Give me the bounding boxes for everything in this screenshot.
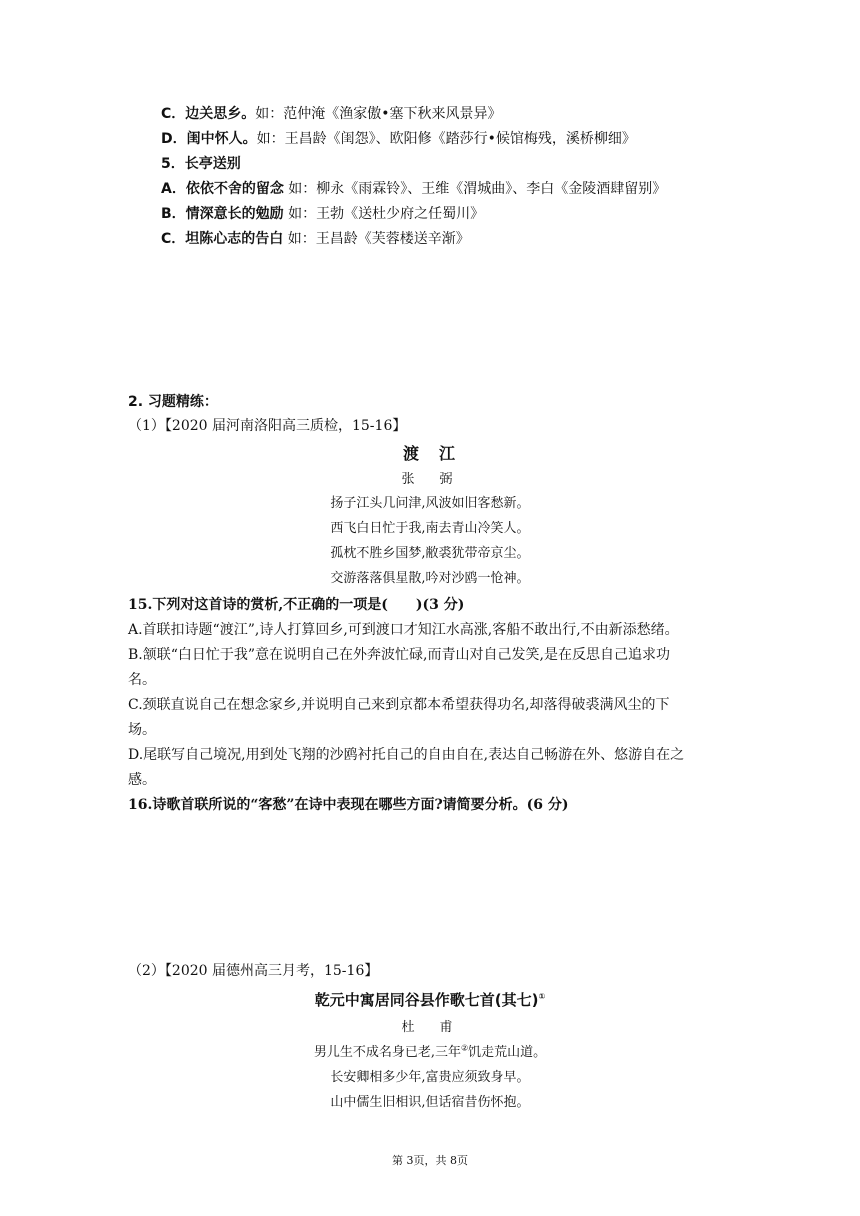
option-c-line-2: 场。 — [128, 722, 156, 738]
exercise2-line-note: ② — [460, 1043, 469, 1053]
type-d-line — [161, 129, 636, 149]
exercise2-poem-line-1 — [0, 1043, 860, 1063]
question-15: 15.下列对这首诗的赏析,不正确的一项是( )(3 分) — [128, 597, 465, 613]
exercise1-poem-line-2: 西飞白日忙于我,南去青山冷笑人。 — [330, 521, 530, 536]
option-d-line-1: D.尾联写自己境况,用到处飞翔的沙鸥衬托自己的自由自在,表达自己畅游在外、悠游自在之 — [128, 747, 685, 763]
type-c-text: 如：范仲淹《渔家傲•塞下秋来风景异》 — [255, 106, 502, 122]
question-16: 16.诗歌首联所说的“客愁”在诗中表现在哪些方面?请简要分析。(6 分) — [128, 797, 569, 813]
exercise2-title-note: ① — [538, 992, 546, 1001]
section5-item-b-label: B．情深意长的勉励 — [161, 206, 284, 222]
exercise2-poem-line-2: 长安卿相多少年,富贵应须致身早。 — [330, 1070, 530, 1085]
exercise2-poem-line-1-a: 男儿生不成名身已老,三年 — [313, 1045, 461, 1060]
option-c-line-1: C.颈联直说自己在想念家乡,并说明自己来到京都本希望获得功名,却落得破裘满风尘的下 — [128, 697, 670, 713]
practice-heading: 2. 习题精练： — [128, 394, 218, 410]
type-c-label: C．边关思乡。 — [161, 106, 256, 122]
exercise2-source: （2）【2020 届德州高三月考，15-16】 — [128, 963, 379, 979]
section5-item-b — [161, 204, 484, 224]
option-a: A.首联扣诗题“渡江”,诗人打算回乡,可到渡口才知江水高涨,客船不敢出行,不由新添愁绪。 — [128, 622, 679, 638]
exercise2-poem-title-row — [0, 990, 860, 1010]
type-c-line — [161, 104, 502, 124]
exercise1-poem-line-4: 交游落落俱星散,吟对沙鸥一怆神。 — [330, 571, 530, 586]
type-d-text: 如：王昌龄《闺怨》、欧阳修《踏莎行•候馆梅残，溪桥柳细》 — [256, 131, 636, 147]
exercise2-poem-author: 杜 甫 — [401, 1020, 459, 1035]
section5-item-a-text: 如：柳永《雨霖铃》、王维《渭城曲》、李白《金陵酒肆留别》 — [288, 181, 667, 197]
section5-item-b-text: 如：王勃《送杜少府之任蜀川》 — [288, 206, 485, 222]
section5-heading: 5．长亭送别 — [161, 156, 241, 172]
section5-item-c — [161, 229, 470, 249]
section5-item-c-text: 如：王昌龄《芙蓉楼送辛渐》 — [287, 231, 470, 247]
exercise2-poem-line-3: 山中儒生旧相识,但话宿昔伤怀抱。 — [330, 1095, 530, 1110]
option-b-line-2: 名。 — [128, 672, 156, 688]
exercise1-poem-title: 渡 江 — [402, 444, 457, 463]
exercise1-source: （1）【2020 届河南洛阳高三质检，15-16】 — [128, 418, 407, 434]
exercise1-poem-line-3: 孤枕不胜乡国梦,敝裘犹带帝京尘。 — [330, 546, 530, 561]
type-d-label: D．闺中怀人。 — [161, 131, 257, 147]
section5-item-c-label: C．坦陈心志的告白 — [161, 231, 284, 247]
section5-item-a — [161, 179, 666, 199]
page-footer: 第 3页，共 8页 — [392, 1154, 468, 1167]
exercise1-poem-author: 张 弼 — [401, 472, 459, 487]
exercise2-poem-title: 乾元中寓居同谷县作歌七首(其七) — [314, 991, 539, 1009]
option-b-line-1: B.颔联“白日忙于我”意在说明自己在外奔波忙碌,而青山对自己发笑,是在反思自己追求功 — [128, 647, 670, 663]
exercise1-poem-line-1: 扬子江头几问津,风波如旧客愁新。 — [330, 496, 530, 511]
exercise2-poem-line-1-b: 饥走荒山道。 — [468, 1045, 547, 1060]
option-d-line-2: 感。 — [128, 772, 156, 788]
section5-item-a-label: A．依依不舍的留念 — [161, 181, 284, 197]
